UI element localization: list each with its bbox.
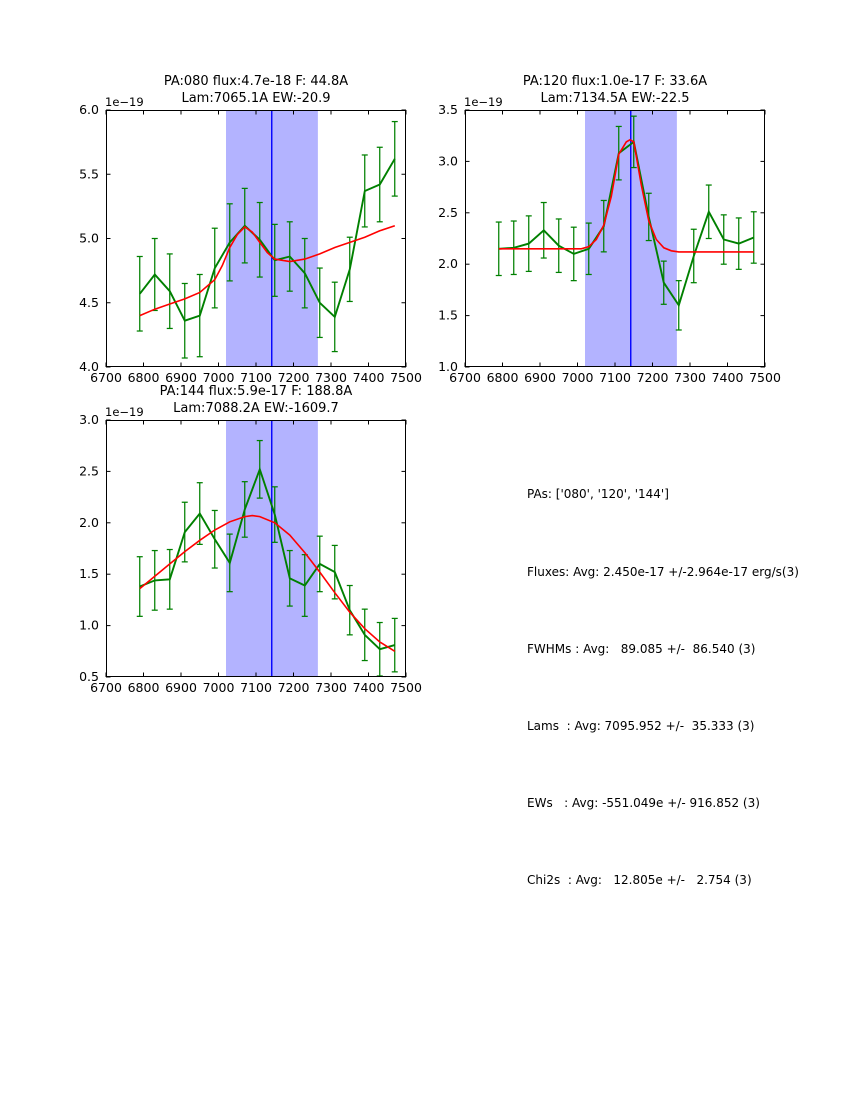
y-tick-label: 5.0 bbox=[79, 230, 99, 246]
y-tick-label: 0.5 bbox=[79, 669, 99, 684]
stats-line-chi2s: Chi2s : Avg: 12.805e +/- 2.754 (3) bbox=[527, 872, 752, 887]
x-tick-label: 7000 bbox=[202, 370, 235, 385]
x-tick-label: 7100 bbox=[240, 680, 272, 695]
y-tick-label: 1.5 bbox=[79, 566, 99, 582]
x-tick-label: 7300 bbox=[315, 680, 347, 695]
x-tick-label: 7300 bbox=[315, 370, 347, 385]
stats-panel bbox=[527, 431, 799, 945]
x-tick-label: 7400 bbox=[352, 680, 385, 695]
y-axis-offset-label: 1e−19 bbox=[105, 405, 144, 419]
y-tick-label: 1.5 bbox=[438, 307, 458, 323]
stats-line-fluxes: Fluxes: Avg: 2.450e-17 +/-2.964e-17 erg/s(3) bbox=[527, 564, 799, 579]
stats-line-pas: PAs: ['080', '120', '144'] bbox=[527, 487, 669, 502]
x-tick-label: 7000 bbox=[561, 370, 594, 385]
x-tick-label: 6800 bbox=[127, 370, 160, 385]
x-tick-label: 6800 bbox=[127, 680, 160, 695]
x-tick-label: 6700 bbox=[90, 680, 122, 695]
y-tick-label: 2.5 bbox=[438, 204, 458, 220]
x-tick-label: 7300 bbox=[674, 370, 706, 385]
y-axis-offset-label: 1e−19 bbox=[464, 95, 503, 109]
y-tick-label: 2.0 bbox=[438, 256, 458, 272]
x-tick-label: 7000 bbox=[202, 680, 235, 695]
x-tick-label: 6700 bbox=[449, 370, 481, 385]
stats-line-fwhms: FWHMs : Avg: 89.085 +/- 86.540 (3) bbox=[527, 641, 756, 656]
x-tick-label: 7400 bbox=[352, 370, 385, 385]
y-tick-label: 1.0 bbox=[79, 617, 99, 633]
plot-subtitle: Lam:7134.5A EW:-22.5 bbox=[540, 91, 690, 106]
y-tick-label: 3.5 bbox=[438, 102, 458, 117]
y-tick-label: 2.5 bbox=[79, 463, 99, 479]
y-tick-label: 1.0 bbox=[438, 359, 458, 374]
x-tick-label: 7200 bbox=[636, 370, 669, 385]
y-tick-label: 6.0 bbox=[79, 102, 99, 117]
y-tick-label: 4.0 bbox=[79, 359, 99, 374]
x-tick-label: 7500 bbox=[749, 370, 781, 385]
plot-subtitle: Lam:7065.1A EW:-20.9 bbox=[181, 91, 331, 106]
stats-line-ews: EWs : Avg: -551.049e +/- 916.852 (3) bbox=[527, 795, 760, 810]
stats-line-lams: Lams : Avg: 7095.952 +/- 35.333 (3) bbox=[527, 718, 755, 733]
x-tick-label: 7400 bbox=[711, 370, 744, 385]
x-tick-label: 6900 bbox=[165, 680, 197, 695]
x-tick-label: 7100 bbox=[240, 370, 272, 385]
x-tick-label: 7200 bbox=[277, 370, 310, 385]
y-tick-label: 2.0 bbox=[79, 514, 99, 530]
x-tick-label: 7100 bbox=[599, 370, 631, 385]
x-tick-label: 7500 bbox=[390, 680, 422, 695]
spectrum-plot-pa144 bbox=[79, 384, 422, 695]
x-tick-label: 7200 bbox=[277, 680, 310, 695]
y-tick-label: 3.0 bbox=[79, 412, 99, 427]
plot-subtitle: Lam:7088.2A EW:-1609.7 bbox=[173, 401, 339, 416]
spectrum-plot-pa080 bbox=[79, 74, 422, 385]
y-axis-offset-label: 1e−19 bbox=[105, 95, 144, 109]
x-tick-label: 6800 bbox=[486, 370, 519, 385]
plot-title: PA:080 flux:4.7e-18 F: 44.8A bbox=[163, 74, 349, 89]
y-tick-label: 5.5 bbox=[79, 166, 99, 182]
spectrum-plot-pa120 bbox=[438, 74, 781, 385]
plot-title: PA:120 flux:1.0e-17 F: 33.6A bbox=[522, 74, 708, 89]
x-tick-label: 6700 bbox=[90, 370, 122, 385]
plot-title: PA:144 flux:5.9e-17 F: 188.8A bbox=[159, 384, 353, 399]
x-tick-label: 6900 bbox=[165, 370, 197, 385]
x-tick-label: 7500 bbox=[390, 370, 422, 385]
y-tick-label: 4.5 bbox=[79, 294, 99, 310]
y-tick-label: 3.0 bbox=[438, 153, 458, 169]
x-tick-label: 6900 bbox=[524, 370, 556, 385]
